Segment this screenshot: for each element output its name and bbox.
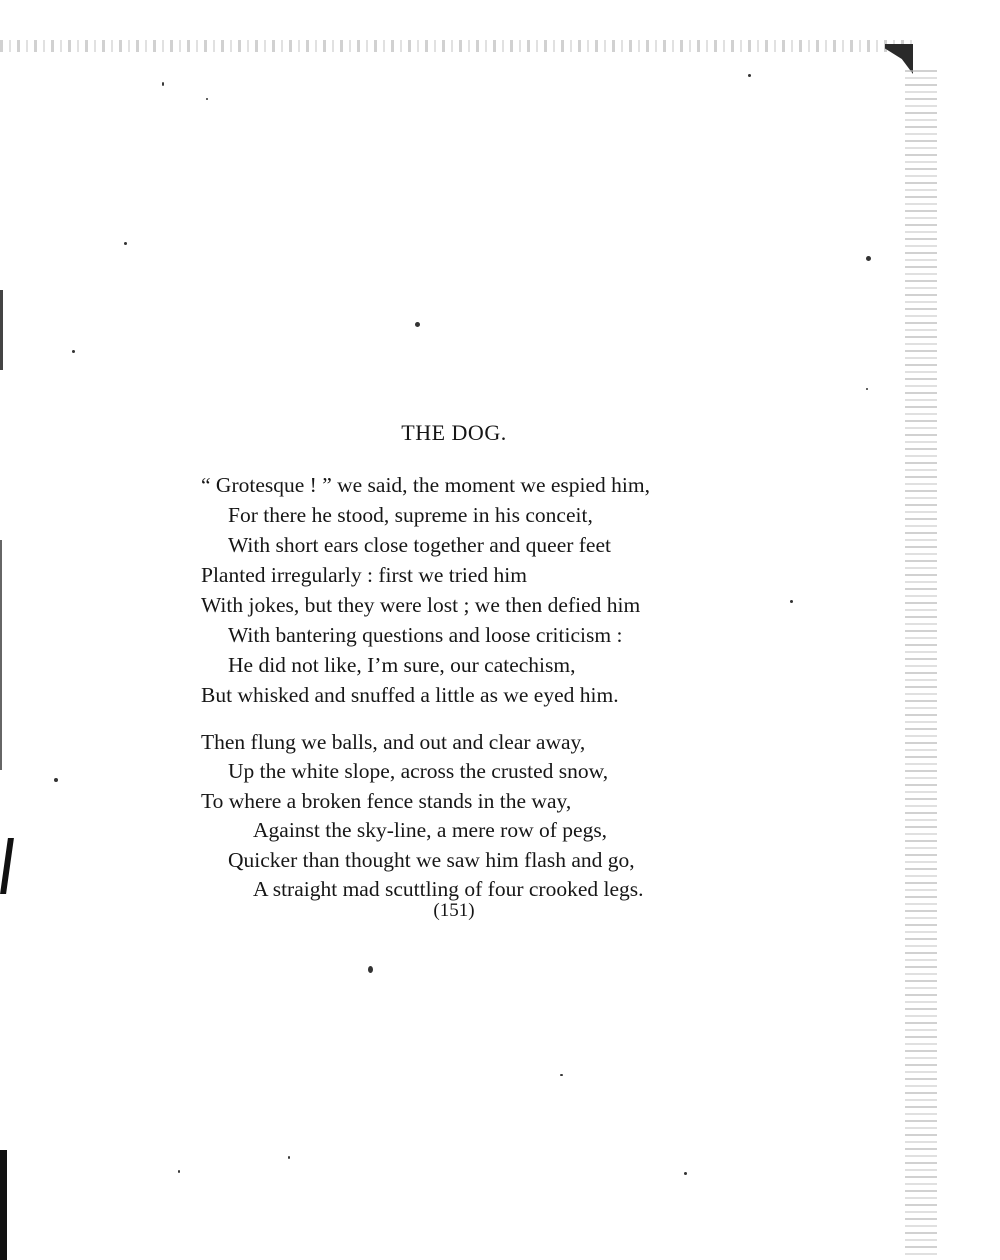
scan-left-mark bbox=[0, 838, 14, 894]
speck bbox=[415, 322, 420, 327]
poem-title: THE DOG. bbox=[401, 420, 507, 445]
poem-line: He did not like, I’m sure, our catechism, bbox=[228, 653, 576, 677]
speck bbox=[866, 388, 868, 390]
poem-line: Against the sky-line, a mere row of pegs, bbox=[253, 818, 608, 843]
speck bbox=[748, 74, 751, 77]
speck bbox=[72, 350, 75, 353]
scan-left-edge-b bbox=[0, 540, 2, 770]
speck bbox=[560, 1074, 563, 1076]
scan-top-edge bbox=[0, 40, 912, 52]
speck bbox=[54, 778, 58, 782]
speck bbox=[288, 1156, 290, 1159]
poem-line: For there he stood, supreme in his conceit, bbox=[228, 503, 593, 527]
page-number: (151) bbox=[433, 900, 475, 921]
poem-line: With short ears close together and queer feet bbox=[228, 533, 611, 557]
speck bbox=[684, 1172, 687, 1175]
stanza-1 bbox=[201, 470, 650, 710]
speck bbox=[866, 256, 871, 261]
speck bbox=[162, 82, 164, 86]
poem-line: With jokes, but they were lost ; we then defied him bbox=[201, 593, 641, 617]
poem-line: Quicker than thought we saw him flash and go, bbox=[228, 847, 635, 872]
speck bbox=[124, 242, 127, 245]
poem-line: Then flung we balls, and out and clear away, bbox=[201, 730, 586, 754]
scan-left-edge-c bbox=[0, 1150, 7, 1260]
poem-line: Planted irregularly : first we tried him bbox=[201, 563, 527, 587]
poem-line: But whisked and snuffed a little as we eyed him. bbox=[201, 683, 619, 707]
speck bbox=[368, 966, 373, 973]
poem-line: Up the white slope, across the crusted snow, bbox=[228, 759, 609, 784]
poem-line: “ Grotesque ! ” we said, the moment we espied him, bbox=[201, 473, 650, 497]
speck bbox=[790, 600, 793, 603]
poem-line: To where a broken fence stands in the way, bbox=[201, 788, 572, 813]
scan-right-edge bbox=[905, 70, 937, 1260]
poem-line: With bantering questions and loose criticism : bbox=[228, 623, 623, 647]
speck bbox=[178, 1170, 180, 1173]
scan-left-edge-a bbox=[0, 290, 3, 370]
stanza-2 bbox=[201, 728, 644, 904]
poem-line: A straight mad scuttling of four crooked legs. bbox=[253, 877, 644, 902]
speck bbox=[206, 98, 208, 100]
